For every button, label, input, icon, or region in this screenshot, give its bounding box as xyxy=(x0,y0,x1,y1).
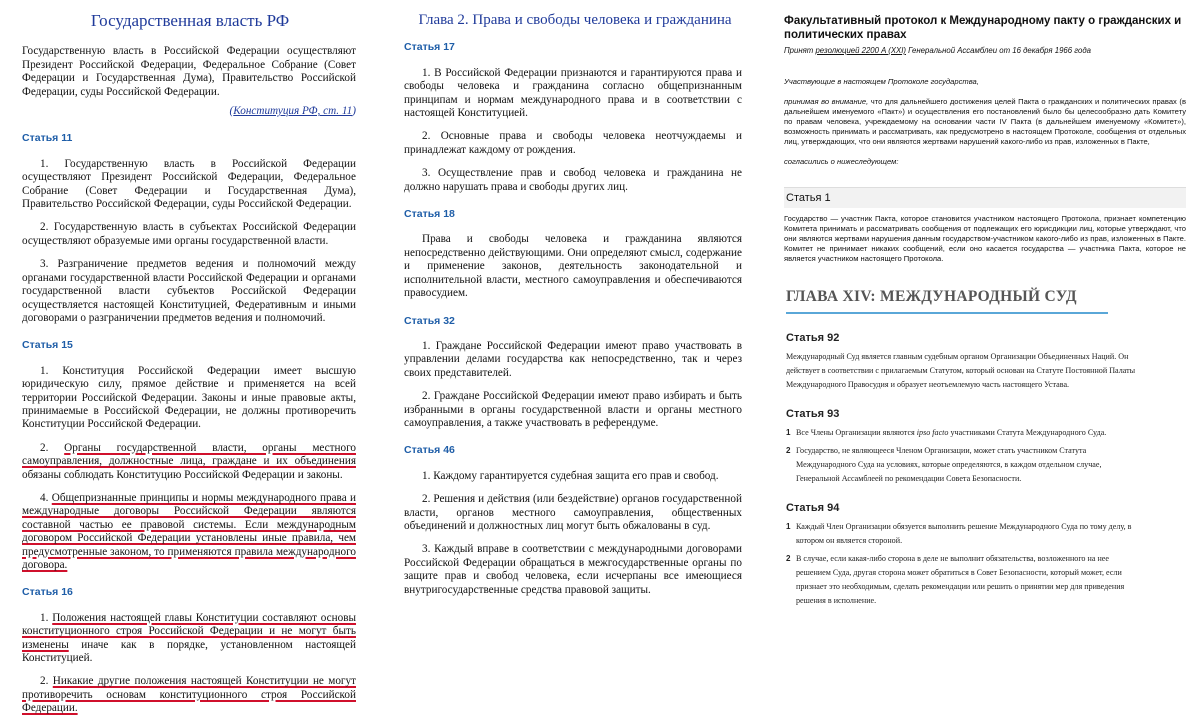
article-32-heading: Статья 32 xyxy=(404,314,455,327)
column-human-rights xyxy=(390,0,760,631)
article-16-heading: Статья 16 xyxy=(22,586,73,599)
intro-paragraph: Государственную власть в Российской Федерации осуществляют Президент Российской Федерации, Федеральное Собрание (Совет Федерации и Государственная Дума), Правительство Российской Федерации, суды Российской Федерации. xyxy=(22,45,356,98)
column-constitution-state-power xyxy=(0,0,380,715)
highlight-underline: Общепризнанные принципы и нормы международного права и международные договоры Российской Федерации являются составной частью ее правовой системы. Если международным договором Российской Федерации установлены иные правила, чем предусмотренные законом, то применяются правила международного договора. xyxy=(22,491,357,571)
article-46-p1: 1. Каждому гарантируется судебная защита его прав и свобод. xyxy=(422,469,719,482)
article-11-p2: 2. Государственную власть в субъектах Российской Федерации осуществляют образуемые ими органы государственной власти. xyxy=(22,221,356,247)
un-chapter-title: ГЛАВА XIV: МЕЖДУНАРОДНЫЙ СУД xyxy=(786,288,1077,305)
article-11-heading: Статья 11 xyxy=(22,132,73,145)
article-94-heading: Статья 94 xyxy=(786,502,840,514)
source-citation: (Конституция РФ, ст. 11) xyxy=(229,105,356,118)
article-93-item-2: 2 Государство, не являющееся Членом Организации, может стать участником Статута Международного Суда на условиях, которые определяются, в каждом отдельном случае, Генеральной Ассамблеей по рекомендации Совета Безопасности. xyxy=(786,446,1102,483)
article-46-heading: Статья 46 xyxy=(404,444,455,457)
article-16-p1: 1. Положения настоящей главы Конституции составляют основы конституционного строя Российской Федерации и не могут быть изменены иначе как в порядке, установленном настоящей Конституцией. xyxy=(22,611,357,665)
article-94-item-2: 2 В случае, если какая-либо сторона в деле не выполнит обязательства, возложенного на нее решением Суда, другая сторона может обратиться в Совет Безопасности, который может, если признает это необходимым, сделать рекомендации или решить о принятии мер для приведения решения в исполнение. xyxy=(786,554,1125,605)
highlight-underline: Положения настоящей главы Конституции составляют основы конституционного строя Российской Федерации и не могут быть изменены xyxy=(22,611,357,651)
article-46-p2: 2. Решения и действия (или бездействие) органов государственной власти, органов местного самоуправления, общественных объединений и должностных лиц могут быть обжалованы в суд. xyxy=(404,493,742,532)
source-link[interactable]: Конституция РФ, ст. 11 xyxy=(233,105,353,118)
highlight-underline: Никакие другие положения настоящей Конституции не могут противоречить основам конституционного строя Российской Федерации. xyxy=(22,675,357,715)
article-32-p2: 2. Граждане Российской Федерации имеют право избирать и быть избранными в органы государственной власти и органы местного самоуправления, а также участвовать в референдуме. xyxy=(404,390,742,429)
article-17-p2: 2. Основные права и свободы человека неотчуждаемы и принадлежат каждому от рождения. xyxy=(404,130,742,156)
article-92-heading: Статья 92 xyxy=(786,332,840,344)
article-17-heading: Статья 17 xyxy=(404,41,455,54)
article-32-p1: 1. Граждане Российской Федерации имеют право участвовать в управлении делами государства как непосредственно, так и через своих представителей. xyxy=(404,339,742,379)
preamble-agreed: согласились о нижеследующем: xyxy=(784,157,899,166)
resolution-link[interactable]: резолюцией 2200 A (XXI) xyxy=(815,46,906,55)
article-17-p3: 3. Осуществление прав и свобод человека и гражданина не должно нарушать права и свободы других лиц. xyxy=(404,167,742,193)
highlight-underline: Органы государственной власти, органы местного самоуправления, должностные лица, граждане и их объединения xyxy=(22,441,356,468)
protocol-title: Факультативный протокол к Международному пакту о гражданских и политических правах xyxy=(784,15,1182,41)
page-title: Государственная власть РФ xyxy=(90,11,290,30)
article-11-p1: 1. Государственную власть в Российской Федерации осуществляют Президент Российской Федерации, Федеральное Собрание (Совет Федерации и Государственная Дума), Правительство Российской Федерации, суды Российской Федерации. xyxy=(22,157,356,211)
article-15-p1: 1. Конституция Российской Федерации имеет высшую юридическую силу, прямое действие и применяется на всей территории Российской Федерации. Законы и иные правовые акты, принимаемые в Российской Федерации, не должны противоречить Конституции Российской Федерации. xyxy=(22,364,356,431)
preamble-body: принимая во внимание, что для дальнейшего достижения целей Пакта о гражданских и политических правах (в дальнейшем именуемого «Пакт») и осуществления его постановлений было бы целесообразно дать Комитету по правам человека, учреждаемому на основании части IV Пакта (в дальнейшем именуемому «Комитет»), возможность принимать и рассматривать, как предусмотрено в настоящем Протоколе, сообщения от отдельных лиц, утверждающих, что они являются жертвами нарушений какого-либо из прав, изложенных в Пакте, xyxy=(784,97,1186,146)
column-international-docs xyxy=(770,0,1200,631)
article-15-p4: 4. Общепризнанные принципы и нормы международного права и международные договоры Российской Федерации являются составной частью ее правовой системы. Если международным договором Российской Федерации установлены иные правила, чем предусмотренные законом, то применяются правила международного договора. xyxy=(22,491,357,571)
article-17-p1: 1. В Российской Федерации признаются и гарантируются права и свободы человека и гражданина согласно общепризнанным принципам и нормам международного права и в соответствии с настоящей Конституцией. xyxy=(404,66,742,120)
article-15-heading: Статья 15 xyxy=(22,339,73,352)
article-93-heading: Статья 93 xyxy=(786,408,840,420)
article-46-p3: 3. Каждый вправе в соответствии с международными договорами Российской Федерации обращаться в межгосударственные органы по защите прав и свобод человека, если исчерпаны все имеющиеся внутригосударственные средства правовой защиты. xyxy=(404,543,742,596)
article-11-p3: 3. Разграничение предметов ведения и полномочий между органами государственной власти Российской Федерации и органами государственной власти субъектов Российской Федерации осуществляется настоящей Конституцией, Федеративным и иными договорами о разграничении предметов ведения и полномочий. xyxy=(22,258,356,324)
preamble-intro: Участвующие в настоящем Протоколе государства, xyxy=(784,77,979,86)
article-18-p1: Права и свободы человека и гражданина являются непосредственно действующими. Они определяют смысл, содержание и применение законов, деятельность законодательной и исполнительной власти, местного самоуправления и обеспечиваются правосудием. xyxy=(404,233,742,300)
article-15-p2: 2. Органы государственной власти, органы местного самоуправления, должностные лица, граждане и их объединения обязаны соблюдать Конституцию Российской Федерации и законы. xyxy=(22,441,356,481)
chapter-title: Глава 2. Права и свободы человека и гражданина xyxy=(418,12,732,28)
article-93-item-1: 1 Все Члены Организации являются ipso facto участниками Статута Международного Суда. xyxy=(786,428,1107,437)
chapter-divider xyxy=(786,312,1108,314)
protocol-subtitle: Принят резолюцией 2200 A (XXI) Генеральной Ассамблеи от 16 декабря 1966 года xyxy=(784,46,1091,55)
article-16-p2: 2. Никакие другие положения настоящей Конституции не могут противоречить основам конституционного строя Российской Федерации. xyxy=(22,675,357,715)
article-18-heading: Статья 18 xyxy=(404,208,455,221)
article-92-text: Международный Суд является главным судебным органом Организации Объединенных Наций. Он действует в соответствии с прилагаемым Статутом, который основан на Статуте Постоянной Палаты Международного Правосудия и образует неотъемлемую часть настоящего Устава. xyxy=(786,352,1136,389)
article-94-item-1: 1 Каждый Член Организации обязуется выполнить решение Международного Суда по тому делу, в котором он является стороной. xyxy=(786,522,1132,545)
article-1-heading: Статья 1 xyxy=(784,187,1186,208)
article-1-text: Государство — участник Пакта, которое становится участником настоящего Протокола, признает компетенцию Комитета принимать и рассматривать сообщения от подлежащих его юрисдикции лиц, которые утверждают, что они являются жертвами нарушения данным государством-участником какого-либо из прав, изложенных в Пакте. Комитет не принимает никаких сообщений, если оно касается государства — участника Пакта, которое не является участником настоящего Протокола. xyxy=(784,214,1186,263)
